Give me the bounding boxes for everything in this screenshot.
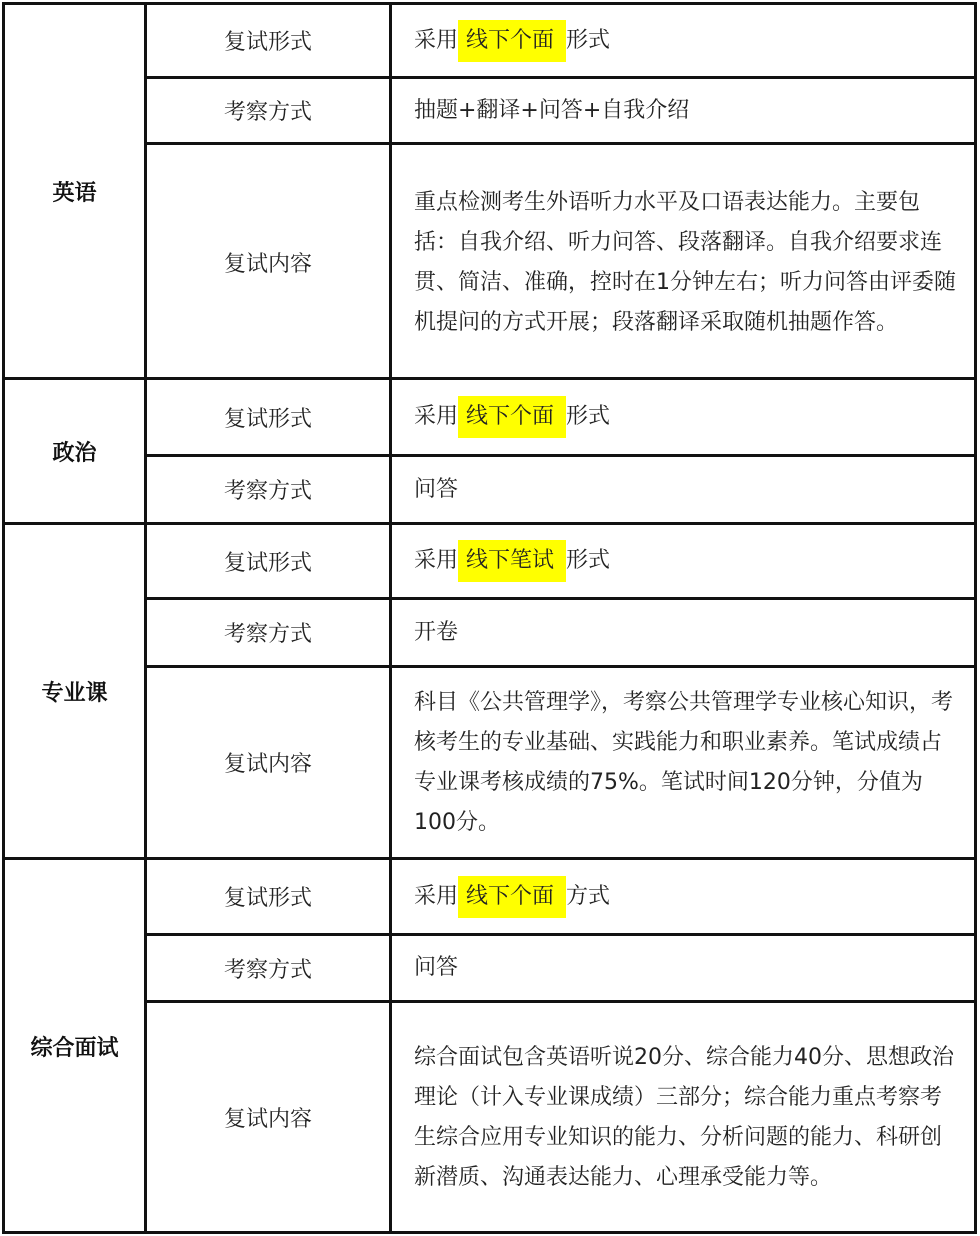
row-format: [147, 525, 974, 600]
value-suffix: 形式: [566, 548, 611, 573]
row-format: [147, 5, 974, 79]
content-text: 综合面试包含英语听说20分、综合能力40分、思想政治理论（计入专业课成绩）三部分；综合能力重点考察考生综合应用专业知识的能力、分析问题的能力、科研创新潜质、沟通表达能力、心理承受能力等。: [414, 1044, 954, 1190]
row-content: [147, 668, 974, 857]
row-label: 考察方式: [147, 600, 392, 665]
group-major-course: [5, 525, 974, 860]
retest-table: [2, 2, 977, 1234]
content-text: 科目《公共管理学》，考察公共管理学专业核心知识，考核考生的专业基础、实践能力和职业素养。笔试成绩占专业课考核成绩的75%。笔试时间120分钟，分值为100分。: [414, 689, 954, 835]
group-politics: [5, 380, 974, 525]
highlighted-text: 线下笔试: [458, 540, 566, 582]
row-value: 开卷: [414, 619, 459, 645]
subject-label: 政治: [5, 380, 147, 522]
row-content: [147, 1003, 974, 1232]
subject-label: 专业课: [5, 525, 147, 857]
row-method: [147, 457, 974, 522]
value-suffix: 方式: [566, 883, 611, 909]
row-method: [147, 79, 974, 145]
row-label: 复试形式: [147, 380, 392, 454]
value-suffix: 形式: [566, 27, 611, 53]
group-rows: [147, 860, 974, 1232]
row-label: 复试形式: [147, 860, 392, 933]
subject-label: 英语: [5, 5, 147, 377]
highlighted-text: 线下个面: [458, 20, 566, 62]
subject-label: 综合面试: [5, 860, 147, 1232]
row-value: 抽题+翻译+问答+自我介绍: [414, 97, 690, 123]
group-rows: [147, 380, 974, 522]
row-format: [147, 860, 974, 936]
highlighted-text: 线下个面: [458, 876, 566, 918]
group-english: [5, 5, 974, 380]
value-prefix: 采用: [414, 883, 459, 909]
group-rows: [147, 525, 974, 857]
row-value: [392, 145, 974, 380]
highlighted-text: 线下个面: [458, 396, 566, 438]
row-value: [392, 380, 974, 454]
row-method: [147, 600, 974, 668]
row-method: [147, 936, 974, 1003]
row-label: 复试形式: [147, 525, 392, 597]
row-value: [392, 1003, 974, 1232]
group-rows: [147, 5, 974, 377]
row-label: 考察方式: [147, 936, 392, 1000]
row-value: 问答: [414, 476, 459, 502]
row-label: 复试形式: [147, 5, 392, 76]
value-suffix: 形式: [566, 404, 611, 429]
row-format: [147, 380, 974, 457]
row-label: 复试内容: [147, 145, 392, 380]
row-label: 考察方式: [147, 457, 392, 522]
content-text: 重点检测考生外语听力水平及口语表达能力。主要包括：自我介绍、听力问答、段落翻译。自我介绍要求连贯、简洁、准确，控时在1分钟左右；听力问答由评委随机提问的方式开展；段落翻译采取随机抽题作答。: [414, 189, 956, 335]
row-value: 问答: [414, 955, 459, 980]
row-value: [392, 668, 974, 857]
row-value: [392, 860, 974, 933]
row-value: [392, 5, 974, 76]
row-label: 复试内容: [147, 668, 392, 857]
group-comprehensive-interview: [5, 860, 974, 1232]
value-prefix: 采用: [414, 27, 459, 53]
row-content: [147, 145, 974, 380]
row-label: 复试内容: [147, 1003, 392, 1232]
row-label: 考察方式: [147, 79, 392, 142]
value-prefix: 采用: [414, 404, 459, 429]
row-value: [392, 525, 974, 597]
value-prefix: 采用: [414, 548, 459, 573]
